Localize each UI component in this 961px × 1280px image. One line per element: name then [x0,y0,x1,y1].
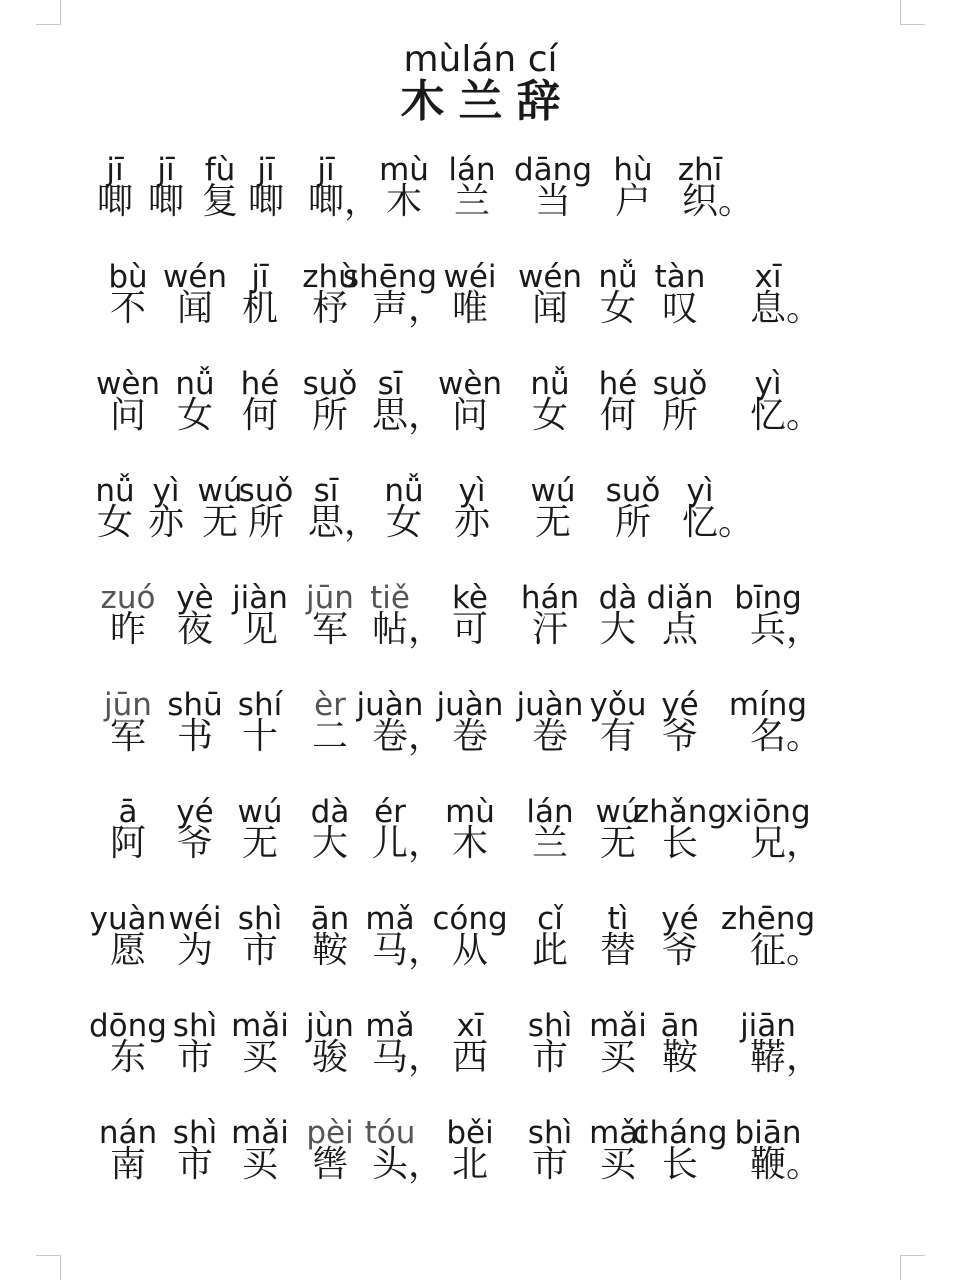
hanzi-character: 卷 [451,716,489,757]
poem-line [0,473,961,553]
poem-line [0,901,961,981]
pinyin-syllable: wén [517,259,583,295]
pinyin-syllable: nǚ [95,473,135,509]
pinyin-syllable: míng [728,687,808,723]
pinyin-syllable: yǒu [589,687,647,723]
pinyin-syllable: shì [172,1115,218,1151]
pinyin-syllable: ā [118,794,138,830]
pinyin-syllable: yé [176,794,214,830]
pinyin-syllable: cǐ [537,901,563,937]
pinyin-syllable: jī [257,152,275,188]
hanzi-character: 亦 [147,502,185,543]
hanzi-character: 木 [451,823,489,864]
hanzi-character: 亦 [453,502,491,543]
hanzi-character: 何 [241,395,279,436]
hanzi-character: 兄 [749,823,787,864]
punctuation-mark: 。 [786,1144,823,1185]
hanzi-character: 儿 [371,823,409,864]
pinyin-syllable: hù [613,152,653,188]
pinyin-syllable: suǒ [605,473,661,509]
poem-line [0,152,961,232]
hanzi-character: 不 [109,288,147,329]
pinyin-syllable: zhù [302,259,358,295]
punctuation-mark: ， [344,502,381,543]
hanzi-character: 替 [599,930,637,971]
hanzi-character: 无 [241,823,279,864]
crop-mark-top-right [900,0,925,25]
punctuation-mark: ， [408,930,445,971]
pinyin-syllable: jiān [740,1008,796,1044]
hanzi-character: 鞭 [749,1144,787,1185]
hanzi-character: 市 [531,1144,569,1185]
pinyin-syllable: cóng [432,901,508,937]
hanzi-character: 帖 [371,609,409,650]
hanzi-character: 唯 [451,288,489,329]
punctuation-mark: ， [408,823,445,864]
hanzi-character: 阿 [109,823,147,864]
hanzi-character: 鞍 [311,930,349,971]
hanzi-character: 杼 [311,288,349,329]
pinyin-syllable: lán [448,152,496,188]
crop-mark-top-left [36,0,61,25]
hanzi-character: 长 [661,823,699,864]
punctuation-mark: 。 [718,181,755,222]
hanzi-character: 东 [109,1037,147,1078]
pinyin-syllable: ān [310,901,350,937]
pinyin-syllable: mǎi [589,1115,647,1151]
pinyin-syllable: wéi [168,901,222,937]
pinyin-syllable: mǎ [365,901,415,937]
hanzi-character: 市 [241,930,279,971]
hanzi-character: 马 [371,1037,409,1078]
hanzi-character: 可 [451,609,489,650]
hanzi-character: 征 [749,930,787,971]
hanzi-character: 书 [176,716,214,757]
hanzi-character: 唧 [247,181,285,222]
pinyin-syllable: tì [607,901,629,937]
pinyin-syllable: shì [527,1008,573,1044]
punctuation-mark: ， [786,823,823,864]
hanzi-character: 叹 [661,288,699,329]
hanzi-character: 户 [614,181,652,222]
poem-line [0,687,961,767]
hanzi-character: 当 [534,181,572,222]
pinyin-syllable: zhī [677,152,723,188]
pinyin-syllable: nǚ [175,366,215,402]
hanzi-character: 长 [661,1144,699,1185]
punctuation-mark: ， [408,288,445,329]
hanzi-character: 所 [614,502,652,543]
hanzi-character: 有 [599,716,637,757]
hanzi-character: 女 [96,502,134,543]
hanzi-character: 军 [311,609,349,650]
pinyin-syllable: mù [445,794,495,830]
pinyin-syllable: hé [240,366,280,402]
hanzi-character: 女 [385,502,423,543]
pinyin-syllable: èr [314,687,346,723]
hanzi-character: 为 [176,930,214,971]
hanzi-character: 爷 [661,716,699,757]
pinyin-syllable: xī [754,259,782,295]
pinyin-syllable: jūn [306,580,354,616]
punctuation-mark: ， [408,395,445,436]
pinyin-syllable: nán [98,1115,158,1151]
pinyin-syllable: jī [157,152,175,188]
hanzi-character: 闻 [531,288,569,329]
hanzi-character: 从 [451,930,489,971]
pinyin-syllable: yì [458,473,486,509]
pinyin-syllable: kè [452,580,488,616]
punctuation-mark: ， [786,609,823,650]
hanzi-character: 见 [241,609,279,650]
hanzi-character: 军 [109,716,147,757]
pinyin-syllable: juàn [356,687,424,723]
punctuation-mark: 。 [786,930,823,971]
hanzi-character: 唧 [147,181,185,222]
hanzi-character: 买 [241,1144,279,1185]
pinyin-syllable: suǒ [238,473,294,509]
hanzi-character: 市 [176,1144,214,1185]
pinyin-syllable: wén [162,259,228,295]
pinyin-syllable: xī [456,1008,484,1044]
pinyin-syllable: fù [204,152,236,188]
pinyin-syllable: dà [310,794,350,830]
pinyin-syllable: ér [374,794,406,830]
pinyin-syllable: hé [598,366,638,402]
pinyin-syllable: wú [595,794,641,830]
hanzi-character: 兰 [531,823,569,864]
pinyin-syllable: shí [237,687,283,723]
hanzi-character: 大 [599,609,637,650]
title-pinyin: mùlán cí [403,39,558,80]
hanzi-character: 昨 [109,609,147,650]
pinyin-syllable: yì [152,473,180,509]
hanzi-character: 鞯 [749,1037,787,1078]
punctuation-mark: ， [786,1037,823,1078]
pinyin-syllable: diǎn [646,580,714,616]
pinyin-syllable: jùn [306,1008,354,1044]
pinyin-syllable: zhēng [720,901,816,937]
pinyin-syllable: dāng [514,152,592,188]
hanzi-character: 点 [661,609,699,650]
hanzi-character: 十 [241,716,279,757]
hanzi-character: 马 [371,930,409,971]
hanzi-character: 买 [599,1037,637,1078]
pinyin-syllable: hán [520,580,580,616]
hanzi-character: 买 [599,1144,637,1185]
pinyin-syllable: ān [660,1008,700,1044]
pinyin-syllable: wéi [443,259,497,295]
pinyin-syllable: běi [446,1115,494,1151]
pinyin-syllable: bù [108,259,148,295]
pinyin-syllable: wèn [95,366,161,402]
pinyin-syllable: zuó [100,580,156,616]
pinyin-syllable: bīng [734,580,802,616]
punctuation-mark: ， [408,1144,445,1185]
hanzi-character: 爷 [176,823,214,864]
punctuation-mark: ， [408,1037,445,1078]
punctuation-mark: ， [408,609,445,650]
pinyin-syllable: wú [197,473,243,509]
hanzi-character: 问 [109,395,147,436]
hanzi-character: 女 [599,288,637,329]
pinyin-syllable: mǎi [231,1008,289,1044]
pinyin-syllable: pèi [306,1115,354,1151]
pinyin-syllable: yuàn [89,901,167,937]
pinyin-syllable: lán [526,794,574,830]
pinyin-syllable: sī [313,473,339,509]
pinyin-syllable: jūn [104,687,152,723]
punctuation-mark: ， [344,181,381,222]
pinyin-syllable: tóu [364,1115,416,1151]
hanzi-character: 汗 [531,609,569,650]
hanzi-character: 唧 [96,181,134,222]
hanzi-character: 织 [681,181,719,222]
pinyin-syllable: suǒ [302,366,358,402]
hanzi-character: 所 [661,395,699,436]
pinyin-syllable: yì [686,473,714,509]
pinyin-syllable: zhǎng [632,794,728,830]
pinyin-syllable: wú [530,473,576,509]
hanzi-character: 名 [749,716,787,757]
hanzi-character: 女 [531,395,569,436]
hanzi-character: 闻 [176,288,214,329]
pinyin-syllable: wú [237,794,283,830]
hanzi-character: 夜 [176,609,214,650]
hanzi-character: 问 [451,395,489,436]
pinyin-syllable: biān [734,1115,802,1151]
hanzi-character: 市 [176,1037,214,1078]
poem-line [0,580,961,660]
pinyin-syllable: jī [106,152,124,188]
hanzi-character: 市 [531,1037,569,1078]
hanzi-character: 二 [311,716,349,757]
pinyin-syllable: nǚ [530,366,570,402]
hanzi-character: 思 [371,395,409,436]
pinyin-syllable: mǎi [589,1008,647,1044]
pinyin-syllable: xiōng [725,794,811,830]
crop-mark-bottom-left [36,1255,61,1280]
hanzi-character: 所 [247,502,285,543]
hanzi-character: 辔 [311,1144,349,1185]
pinyin-syllable: mù [379,152,429,188]
punctuation-mark: 。 [786,288,823,329]
hanzi-character: 木 [385,181,423,222]
poem-line [0,1008,961,1088]
hanzi-character: 息 [749,288,787,329]
poem-line [0,1115,961,1195]
punctuation-mark: 。 [786,395,823,436]
hanzi-character: 兵 [749,609,787,650]
hanzi-character: 愿 [109,930,147,971]
pinyin-syllable: nǚ [384,473,424,509]
pinyin-syllable: tàn [654,259,706,295]
hanzi-character: 声 [371,288,409,329]
hanzi-character: 无 [599,823,637,864]
pinyin-syllable: dà [598,580,638,616]
hanzi-character: 鞍 [661,1037,699,1078]
pinyin-syllable: shū [167,687,223,723]
hanzi-character: 卷 [371,716,409,757]
pinyin-syllable: juàn [436,687,504,723]
hanzi-character: 机 [241,288,279,329]
pinyin-syllable: tiě [370,580,410,616]
poem-line [0,259,961,339]
punctuation-mark: ， [408,716,445,757]
hanzi-character: 头 [371,1144,409,1185]
hanzi-character: 此 [531,930,569,971]
pinyin-syllable: jī [317,152,335,188]
pinyin-syllable: shì [172,1008,218,1044]
pinyin-syllable: yé [661,687,699,723]
pinyin-syllable: yì [754,366,782,402]
pinyin-syllable: sī [377,366,403,402]
pinyin-syllable: jiàn [232,580,288,616]
pinyin-syllable: shì [237,901,283,937]
hanzi-character: 复 [201,181,239,222]
pinyin-syllable: shì [527,1115,573,1151]
crop-mark-bottom-right [900,1255,925,1280]
pinyin-syllable: nǚ [598,259,638,295]
hanzi-character: 卷 [531,716,569,757]
pinyin-syllable: wèn [437,366,503,402]
hanzi-character: 忆 [681,502,719,543]
pinyin-syllable: yé [661,901,699,937]
hanzi-character: 南 [109,1144,147,1185]
hanzi-character: 爷 [661,930,699,971]
page-title: 木兰辞 [400,76,575,127]
hanzi-character: 北 [451,1144,489,1185]
hanzi-character: 忆 [749,395,787,436]
pinyin-syllable: mǎ [365,1008,415,1044]
pinyin-syllable: juàn [516,687,584,723]
pinyin-syllable: mǎi [231,1115,289,1151]
hanzi-character: 所 [311,395,349,436]
hanzi-character: 西 [451,1037,489,1078]
hanzi-character: 兰 [453,181,491,222]
punctuation-mark: 。 [786,716,823,757]
pinyin-syllable: yè [176,580,214,616]
hanzi-character: 骏 [311,1037,349,1078]
pinyin-syllable: cháng [632,1115,728,1151]
hanzi-character: 大 [311,823,349,864]
pinyin-syllable: suǒ [652,366,708,402]
pinyin-syllable: dōng [89,1008,167,1044]
pinyin-syllable: jī [251,259,269,295]
hanzi-character: 女 [176,395,214,436]
hanzi-character: 唧 [307,181,345,222]
hanzi-character: 无 [534,502,572,543]
hanzi-character: 何 [599,395,637,436]
hanzi-character: 买 [241,1037,279,1078]
hanzi-character: 思 [307,502,345,543]
poem-line [0,794,961,874]
hanzi-character: 无 [201,502,239,543]
poem-line [0,366,961,446]
punctuation-mark: 。 [718,502,755,543]
pinyin-syllable: shēng [342,259,438,295]
